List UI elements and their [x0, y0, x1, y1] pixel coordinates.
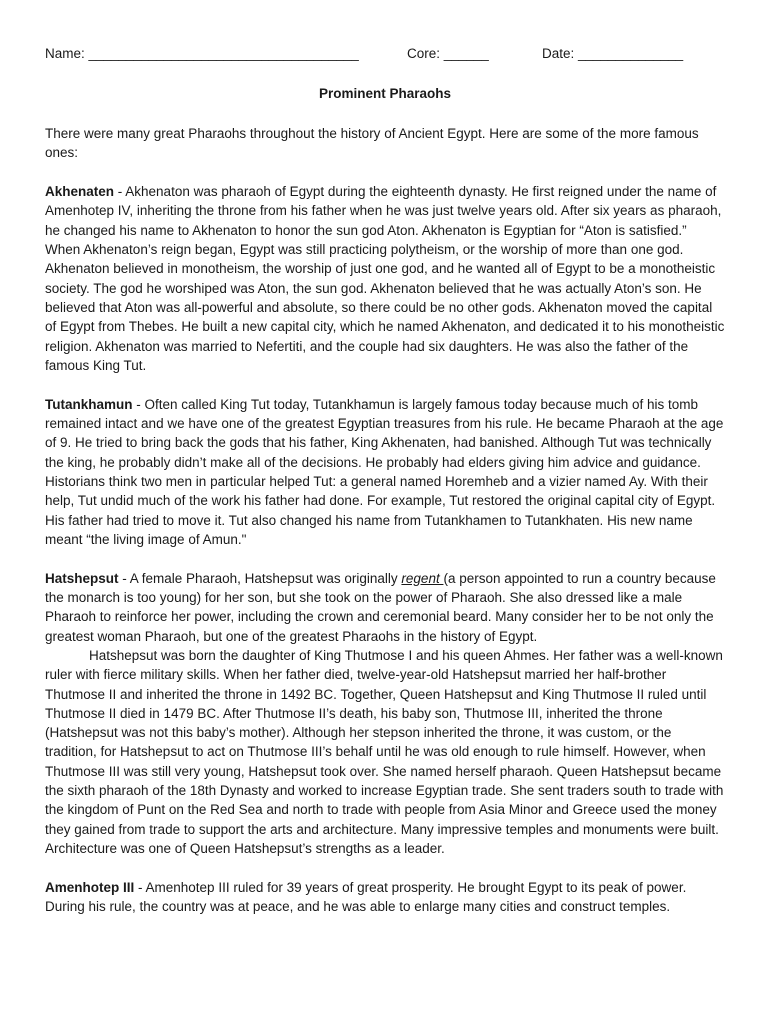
hatshepsut-term: Hatshepsut: [45, 570, 119, 586]
intro-paragraph: There were many great Pharaohs throughout the history of Ancient Egypt. Here are some of the more famous ones:: [45, 126, 699, 161]
tutankhamun-paragraph: [45, 395, 725, 549]
page-title: Prominent Pharaohs: [318, 86, 452, 101]
akhenaten-paragraph: [45, 182, 725, 375]
amenhotep-term: Amenhotep III: [45, 879, 135, 895]
amenhotep-paragraph: [45, 878, 725, 917]
hatshepsut-text-after: (a person appointed to run a country because the monarch is too young) for her son, but she took on the power of Pharaoh. She also dressed like a male Pharaoh to reinforce her power, including the crown and ceremonial beard. Many consider her to be not only the greatest woman Pharaoh, but one of the greatest Pharaohs in the history of Egypt.: [45, 570, 716, 644]
hatshepsut-text-before: - A female Pharaoh, Hatshepsut was originally: [118, 570, 402, 586]
name-field: Name: ____________________________________: [45, 46, 359, 61]
akhenaten-term: Akhenaten: [45, 184, 115, 200]
document-body: [45, 124, 725, 936]
date-field: Date: ______________: [542, 46, 684, 61]
akhenaten-text: - Akhenaton was pharaoh of Egypt during the eighteenth dynasty. He first reigned under the name of Amenhotep IV, inheriting the throne from his father when he was just twelve years old. After six years as pharaoh, he changed his name to Akhenaton to honor the sun god Aton. Akhenaton is Egyptian for “Aton is satisfied.” When Akhenaton’s reign began, Egypt was still practicing polytheism, or the worship of more than one god. Akhenaton believed in monotheism, the worship of just one god, and he wanted all of Egypt to be a monotheistic society. The god he worshiped was Aton, the sun god. Akhenaton believed that he was actually Aton’s son. He believed that Aton was all-powerful and absolute, so there could be no other gods. Akhenaton moved the capital of Egypt from Thebes. He built a new capital city, which he named Akhenaton, and dedicated it to his monotheistic religion. Akhenaton was married to Nefertiti, and the couple had six daughters. He was also the father of the famous King Tut.: [45, 184, 725, 373]
vocab-word-regent: regent: [401, 570, 444, 586]
hatshepsut-paragraph-2: Hatshepsut was born the daughter of King Thutmose I and his queen Ahmes. Her father was a well-known ruler with fierce military skills. When her father died, twelve-year-old Hatshepsut married her half-brother Thutmose II and inherited the throne in 1492 BC. Together, Queen Hatshepsut and King Thutmose II ruled until Thutmose II died in 1479 BC. After Thutmose II’s death, his baby son, Thutmose III, inherited the throne (Hatshepsut was not this baby’s mother). Although her stepson inherited the throne, it was custom, or the tradition, for Hatshepsut to act on Thutmose III’s behalf until he was old enough to rule himself. However, when Thutmose III was still very young, Hatshepsut took over. She named herself pharaoh. Queen Hatshepsut became the sixth pharaoh of the 18th Dynasty and worked to increase Egyptian trade. She sent traders south to trade with the kingdom of Punt on the Red Sea and north to trade with people from Asia Minor and Greece used the money they gained from trade to support the arts and architecture. Many impressive temples and monuments were built. Architecture was one of Queen Hatshepsut’s strengths as a leader.: [45, 647, 724, 856]
core-field: Core: ______: [407, 46, 489, 61]
tutankhamun-term: Tutankhamun: [45, 396, 133, 412]
amenhotep-text: - Amenhotep III ruled for 39 years of great prosperity. He brought Egypt to its peak of power. During his rule, the country was at peace, and he was able to enlarge many cities and construct temples.: [45, 879, 687, 915]
header-row: [45, 46, 725, 66]
hatshepsut-paragraph: [45, 569, 725, 646]
tutankhamun-text: - Often called King Tut today, Tutankhamun is largely famous today because much of his tomb remained intact and we have one of the greatest Egyptian treasures from his rule. He became Pharaoh at the age of 9. He tried to bring back the gods that his father, King Akhenaten, had banished. Although Tut was technically the king, he probably didn’t make all of the decisions. He probably had elders giving him advice and guidance. Historians think two men in particular helped Tut: a general named Horemheb and a vizier named Ay. With their help, Tut undid much of the work his father had done. For example, Tut restored the original capital city of Egypt. His father had tried to move it. Tut also changed his name from Tutankhamen to Tutankhaten. His new name meant “the living image of Amun.": [45, 396, 724, 547]
